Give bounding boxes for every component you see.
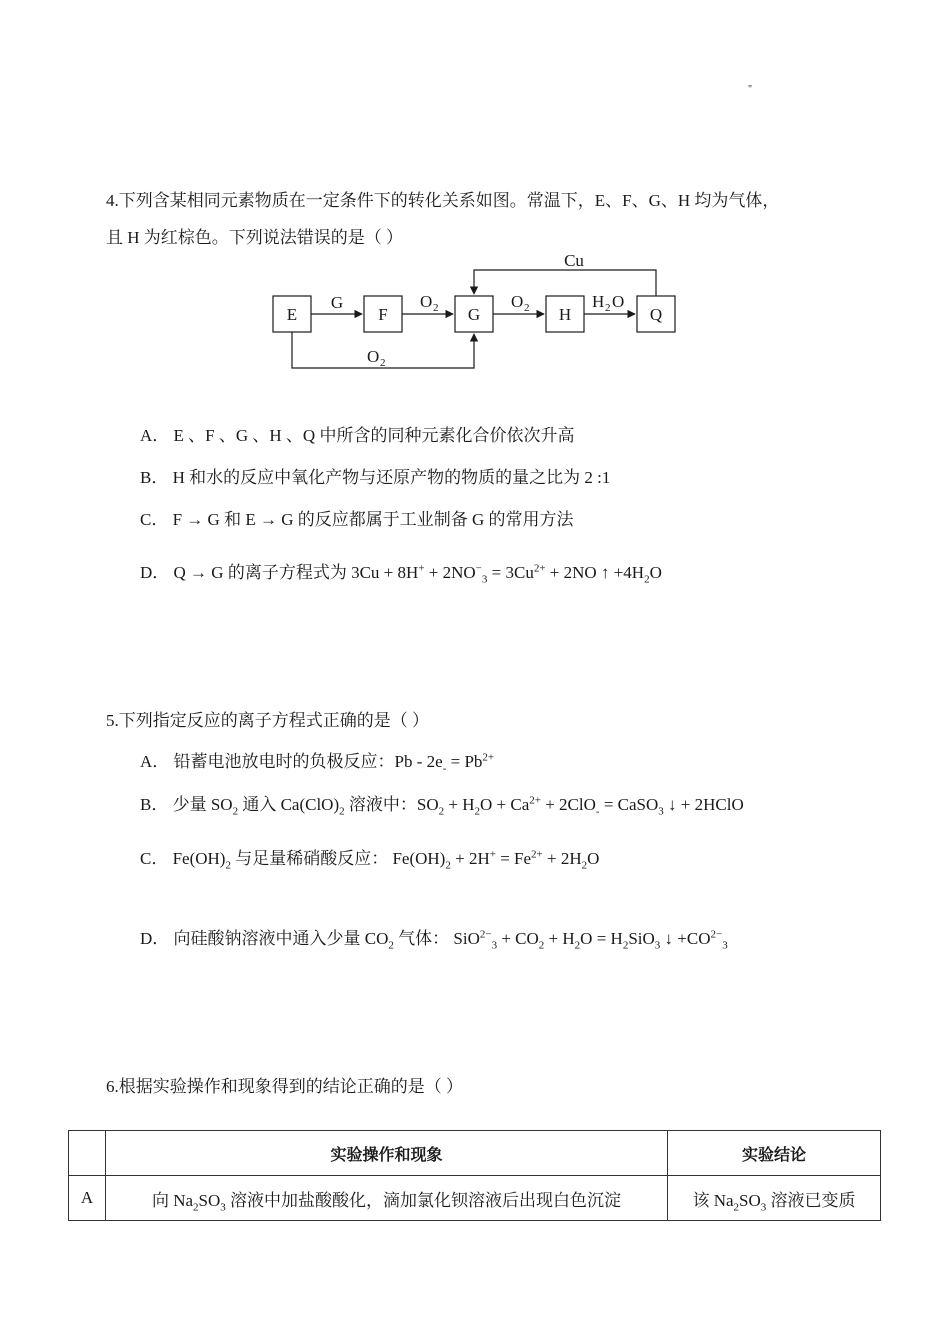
q5-stem: 5.下列指定反应的离子方程式正确的是（ ） bbox=[106, 711, 429, 730]
label-E-G: O bbox=[367, 347, 380, 366]
label-F-G-sub: 2 bbox=[433, 302, 439, 314]
label-H-Q: H bbox=[592, 292, 605, 311]
label-G-H-sub: 2 bbox=[524, 302, 530, 314]
page-mark: " bbox=[748, 84, 753, 95]
node-E: E bbox=[286, 305, 298, 324]
q4-option-b: B． H 和水的反应中氧化产物与还原产物的物质的量之比为 2 :1 bbox=[140, 468, 611, 487]
label-H-Q-tail: O bbox=[612, 292, 625, 311]
q6-stem: 6.根据实验操作和现象得到的结论正确的是（ ） bbox=[106, 1077, 463, 1096]
q5-option-d: D． 向硅酸钠溶液中通入少量 $CO_2$ 气体： $SiO^{2-}_3 + CO_2 + H_2O = H_2SiO_3$ ↓ $+CO^{2-}_3$ bbox=[140, 928, 728, 952]
row-label: A bbox=[69, 1176, 106, 1221]
node-G: G bbox=[467, 305, 481, 324]
q4-option-d: D． Q → G 的离子方程式为 $3Cu + 8H^+ + 2NO^-_3 = 3Cu^{2+} + 2NO$ ↑ $+4H_2O$ bbox=[140, 562, 662, 586]
header-conclusion: 实验结论 bbox=[668, 1131, 881, 1176]
header-operation: 实验操作和现象 bbox=[106, 1131, 668, 1176]
label-Q-G: Cu bbox=[564, 252, 584, 270]
q4-stem-line2: 且 H 为红棕色。下列说法错误的是（ ） bbox=[106, 228, 404, 247]
header-blank bbox=[69, 1131, 106, 1176]
label-G-H: O bbox=[511, 292, 524, 311]
table-header-row bbox=[69, 1131, 881, 1176]
row-operation: 向 $Na_2SO_3$ 溶液中加盐酸酸化，滴加氯化钡溶液后出现白色沉淀 bbox=[106, 1176, 668, 1221]
row-conclusion: 该 $Na_2SO_3$ 溶液已变质 bbox=[668, 1176, 881, 1221]
arrow-Q-G bbox=[474, 270, 656, 296]
q4-option-a: A． E 、F 、G 、H 、Q 中所含的同种元素化合价依次升高 bbox=[140, 426, 575, 445]
label-E-G-sub: 2 bbox=[380, 357, 386, 369]
q4-option-c: C． F → G 和 E → G 的反应都属于工业制备 G 的常用方法 bbox=[140, 510, 574, 529]
experiment-table bbox=[68, 1130, 881, 1221]
q5-option-a: A． 铅蓄电池放电时的负极反应：$Pb - 2e_- = Pb^{2+}$ bbox=[140, 751, 495, 775]
node-F: F bbox=[378, 305, 388, 324]
label-H-Q-sub: 2 bbox=[605, 302, 611, 314]
label-F-G: O bbox=[420, 292, 433, 311]
table-row bbox=[69, 1176, 881, 1221]
q4-stem-line1: 4.下列含某相同元素物质在一定条件下的转化关系如图。常温下，E、F、G、H 均为气体， bbox=[106, 191, 780, 210]
label-E-F: G bbox=[330, 293, 344, 312]
node-H: H bbox=[558, 305, 572, 324]
node-Q: Q bbox=[649, 305, 663, 324]
q4-conversion-diagram bbox=[268, 252, 688, 372]
q5-option-c: C． $Fe(OH)_2$ 与足量稀硝酸反应： $Fe(OH)_2 + 2H^+ = Fe^{2+} + 2H_2O$ bbox=[140, 848, 600, 872]
q5-option-b: B． 少量 $SO_2$ 通入 $Ca(ClO)_2$ 溶液中：$SO_2 + H_2O + Ca^{2+} + 2ClO_-$ = CaSO$_3$ ↓ + 2HClO bbox=[140, 794, 744, 818]
